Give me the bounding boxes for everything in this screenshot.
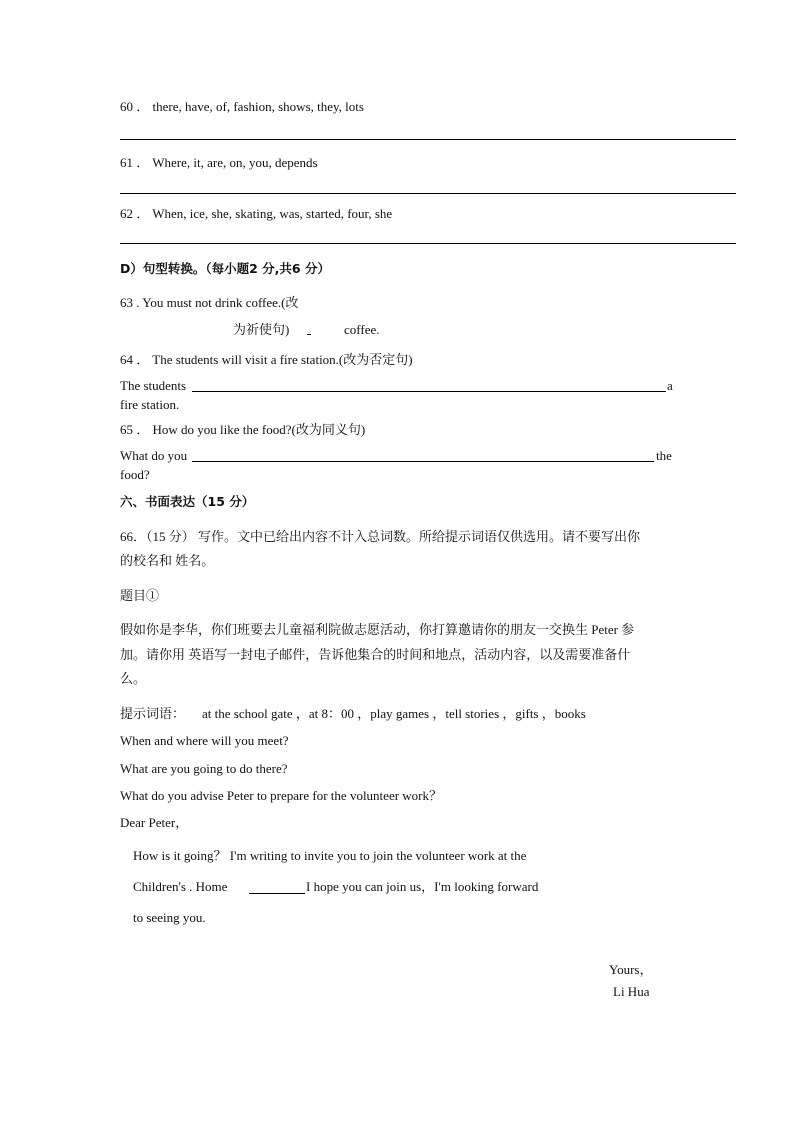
- letter-body-line2b: I hope you can join us，I'm looking forward: [306, 879, 539, 894]
- section-6-heading: 六、书面表达（15 分）: [120, 494, 255, 509]
- prompt-line3: 么。: [120, 671, 147, 686]
- question-66-line2: 的校名和 姓名。: [120, 553, 215, 568]
- answer-blank-63[interactable]: [307, 334, 311, 335]
- answer-line-60: [120, 139, 736, 140]
- hint-words: at the school gate ，at 8：00 ，play games ，tell stories ，gifts ，books: [202, 706, 586, 721]
- letter-body-line3: to seeing you.: [133, 910, 206, 925]
- hint-label: 提示词语：: [120, 706, 186, 721]
- question-66-line1: 66．（15 分） 写作。文中已给出内容不计入总词数。所给提示词语仅供选用。请不要写出你: [120, 529, 641, 544]
- question-65-end: the: [656, 448, 672, 463]
- prompt-line1: 假如你是李华，你们班要去儿童福利院做志愿活动，你打算邀请你的朋友一交换生 Peter 参: [120, 622, 635, 637]
- guide-question: What are you going to do there?: [120, 761, 288, 776]
- answer-line-62: [120, 243, 736, 244]
- question-61: 61 ． Where, it, are, on, you, depends: [120, 155, 318, 170]
- question-64: 64 ． The students will visit a fire station.(改为否定句): [120, 352, 413, 367]
- letter-body-line2a: Children's . Home: [133, 879, 228, 894]
- question-60: 60 ． there, have, of, fashion, shows, they, lots: [120, 99, 364, 114]
- guide-question: When and where will you meet?: [120, 733, 289, 748]
- letter-greeting: Dear Peter，: [120, 815, 189, 830]
- answer-blank-64[interactable]: [192, 391, 666, 392]
- letter-blank[interactable]: [249, 893, 305, 894]
- question-64-start: The students: [120, 378, 187, 393]
- prompt-line2: 加。请你用 英语写一封电子邮件，告诉他集合的时间和地点，活动内容，以及需要准备什: [120, 647, 631, 662]
- question-65-cont: food?: [120, 467, 150, 482]
- guide-question: What do you advise Peter to prepare for the volunteer work？: [120, 788, 443, 803]
- letter-signature: Li Hua: [613, 984, 650, 999]
- question-63: 63 . You must not drink coffee.(改: [120, 295, 299, 310]
- letter-closing: Yours，: [609, 962, 653, 977]
- question-62: 62 ． When, ice, she, skating, was, started, four, she: [120, 206, 393, 221]
- answer-blank-65[interactable]: [192, 461, 654, 462]
- question-65: 65 ． How do you like the food?(改为同义句): [120, 422, 366, 437]
- question-65-start: What do you: [120, 448, 188, 463]
- answer-line-61: [120, 193, 736, 194]
- section-d-heading: D）句型转换。（每小题2 分,共6 分）: [120, 261, 330, 276]
- topic-label: 题目①: [120, 588, 160, 603]
- letter-body-line1: How is it going？ I'm writing to invite you to join the volunteer work at the: [133, 848, 527, 863]
- question-64-end: a: [667, 378, 673, 393]
- question-63-end: coffee.: [344, 322, 380, 337]
- question-64-cont: fire station.: [120, 397, 180, 412]
- question-63-instruction: 为祈使句): [233, 322, 290, 337]
